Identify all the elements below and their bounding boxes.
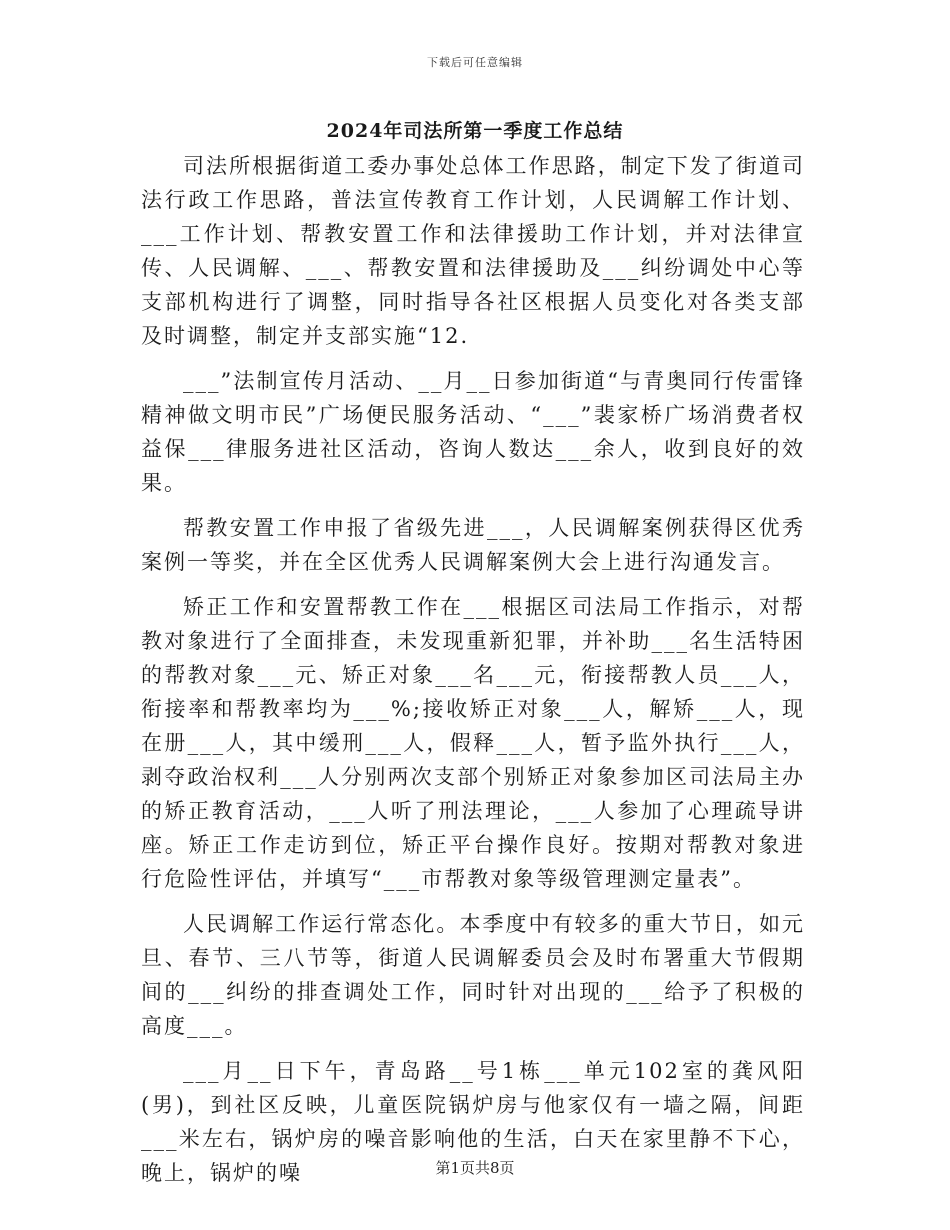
page-number: 第1页共8页 (435, 1159, 515, 1177)
paragraph-6: ___月__日下午，青岛路__号1栋___单元102室的龚风阳(男)，到社区反映，儿童医院锅炉房与他家仅有一墙之隔，间距___米左右，锅炉房的噪音影响他的生活，白天在家里静不下心，晚上，锅炉的噪 (141, 1059, 805, 1185)
document-title: 2024年司法所第一季度工作总结 (326, 120, 624, 142)
paragraph-2: ___”法制宣传月活动、__月__日参加街道“与青奥同行传雷锋精神做文明市民”广场便民服务活动、“___”裴家桥广场消费者权益保___律服务进社区活动，咨询人数达___余人，收到良好的效果。 (141, 369, 805, 495)
paragraph-5: 人民调解工作运行常态化。本季度中有较多的重大节日，如元旦、春节、三八节等，街道人民调解委员会及时布署重大节假期间的___纠纷的排查调处工作，同时针对出现的___给予了积极的高度___。 (141, 912, 805, 1038)
paragraph-1: 司法所根据街道工委办事处总体工作思路，制定下发了街道司法行政工作思路，普法宣传教育工作计划，人民调解工作计划、___工作计划、帮教安置工作和法律援助工作计划，并对法律宣传、人民调解、___、帮教安置和法律援助及___纠纷调处中心等支部机构进行了调整，同时指导各社区根据人员变化对各类支部及时调整，制定并支部实施“12. (141, 154, 805, 348)
paragraph-4: 矫正工作和安置帮教工作在___根据区司法局工作指示，对帮教对象进行了全面排查，未发现重新犯罪，并补助___名生活特困的帮教对象___元、矫正对象___名___元，衔接帮教人员___人，衔接率和帮教率均为___%;接收矫正对象___人，解矫___人，现在册___人，其中缓刑___人，假释___人，暂予监外执行___人，剥夺政治权利___人分别两次支部个别矫正对象参加区司法局主办的矫正教育活动，___人听了刑法理论，___人参加了心理疏导讲座。矫正工作走访到位，矫正平台操作良好。按期对帮教对象进行危险性评估，并填写“___市帮教对象等级管理测定量表”。 (141, 595, 805, 891)
header-note: 下载后可任意编辑 (427, 56, 523, 69)
document-body (141, 149, 805, 1201)
paragraph-3: 帮教安置工作申报了省级先进___，人民调解案例获得区优秀案例一等奖，并在全区优秀人民调解案例大会上进行沟通发言。 (141, 516, 805, 574)
